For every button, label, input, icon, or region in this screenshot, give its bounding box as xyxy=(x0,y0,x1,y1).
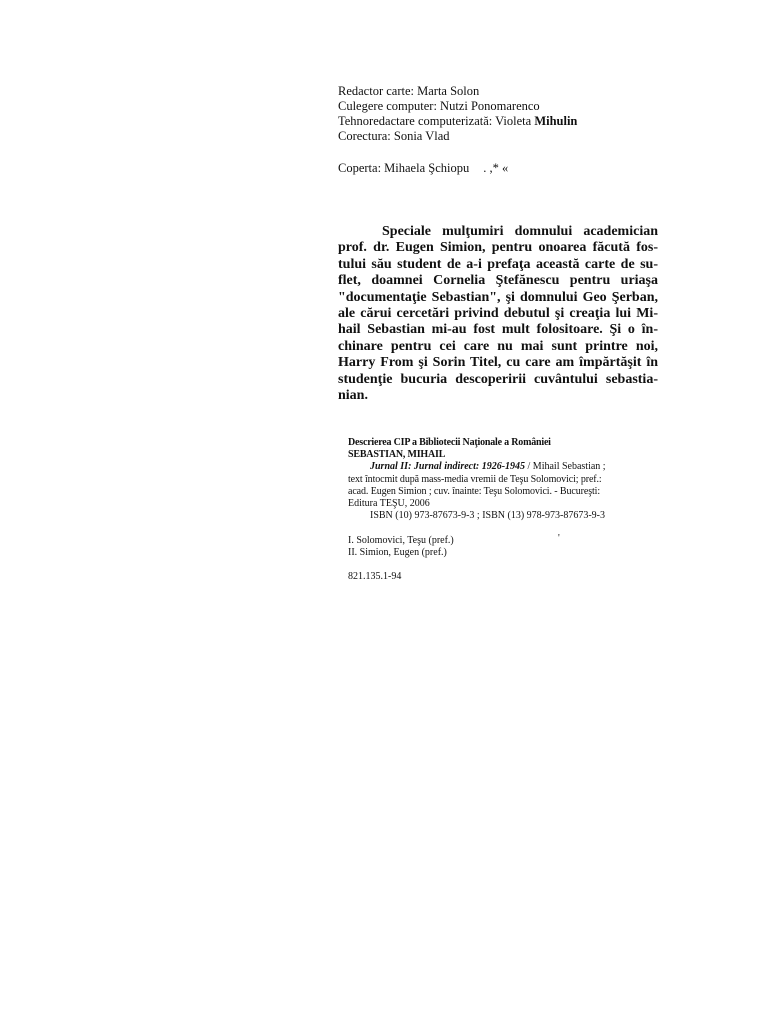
cip-heading: Descrierea CIP a Bibliotecii Naţionale a României xyxy=(348,437,551,448)
index-entries xyxy=(348,533,560,559)
cip-author: SEBASTIAN, MIHAIL xyxy=(348,449,446,461)
cip-line-1-rest: / Mihail Sebastian ; xyxy=(525,461,606,473)
index-entry-1: I. Solomovici, Teşu (pref.) xyxy=(348,535,454,546)
index-entry-2: II. Simion, Eugen (pref.) xyxy=(348,547,447,558)
cover-credit-label: Coperta: Mihaela Şchiopu xyxy=(338,161,470,175)
layout-credit xyxy=(338,114,577,129)
acknowledgement-text: Speciale mulţumiri domnului academician prof. dr. Eugen Simion, pentru onoarea făcută fostului său student de a-i prefaţa această carte de suflet, doamnei Cornelia Ştefănescu pentru uriaşa "documentaţie Sebastian", şi domnului Geo Şerban, ale cărui cercetări privind debutul şi creaţia lui Mihail Sebastian mi-au fost mult folositoare. Şi o închinare pentru cei care nu mai sunt printre noi, Harry From şi Sorin Titel, cu care am împărtăşit în studenţie bucuria descoperirii cuvântului sebastianian. xyxy=(338,224,658,404)
udc-code: 821.135.1-94 xyxy=(348,571,402,582)
cip-line-2: text întocmit după mass-media vremii de Teşu Solomovici; pref.: xyxy=(348,473,602,485)
stray-mark: ' xyxy=(558,533,560,544)
proof-credit: Corectura: Sonia Vlad xyxy=(338,129,450,143)
cip-title: Jurnal II: Jurnal indirect: 1926-1945 xyxy=(370,461,526,473)
acknowledgement-block xyxy=(338,224,658,404)
cip-line-3: acad. Eugen Simion ; cuv. înainte: Teşu Solomovici. - Bucureşti: xyxy=(348,485,601,497)
cover-credit xyxy=(338,161,508,176)
typing-credit: Culegere computer: Nutzi Ponomarenco xyxy=(338,99,540,113)
cover-marks: . ,* « xyxy=(483,161,509,175)
cip-isbn: ISBN (10) 973-87673-9-3 ; ISBN (13) 978-973-87673-9-3 xyxy=(370,510,605,522)
editor-credit: Redactor carte: Marta Solon xyxy=(338,84,480,98)
cip-line-1 xyxy=(348,461,638,473)
layout-credit-prefix: Tehnoredactare computerizată: Violeta xyxy=(338,114,535,128)
cip-line-4: Editura TEŞU, 2006 xyxy=(348,498,430,510)
credits-block xyxy=(338,84,577,144)
cip-description xyxy=(348,437,638,522)
layout-credit-name: Mihulin xyxy=(534,114,578,128)
